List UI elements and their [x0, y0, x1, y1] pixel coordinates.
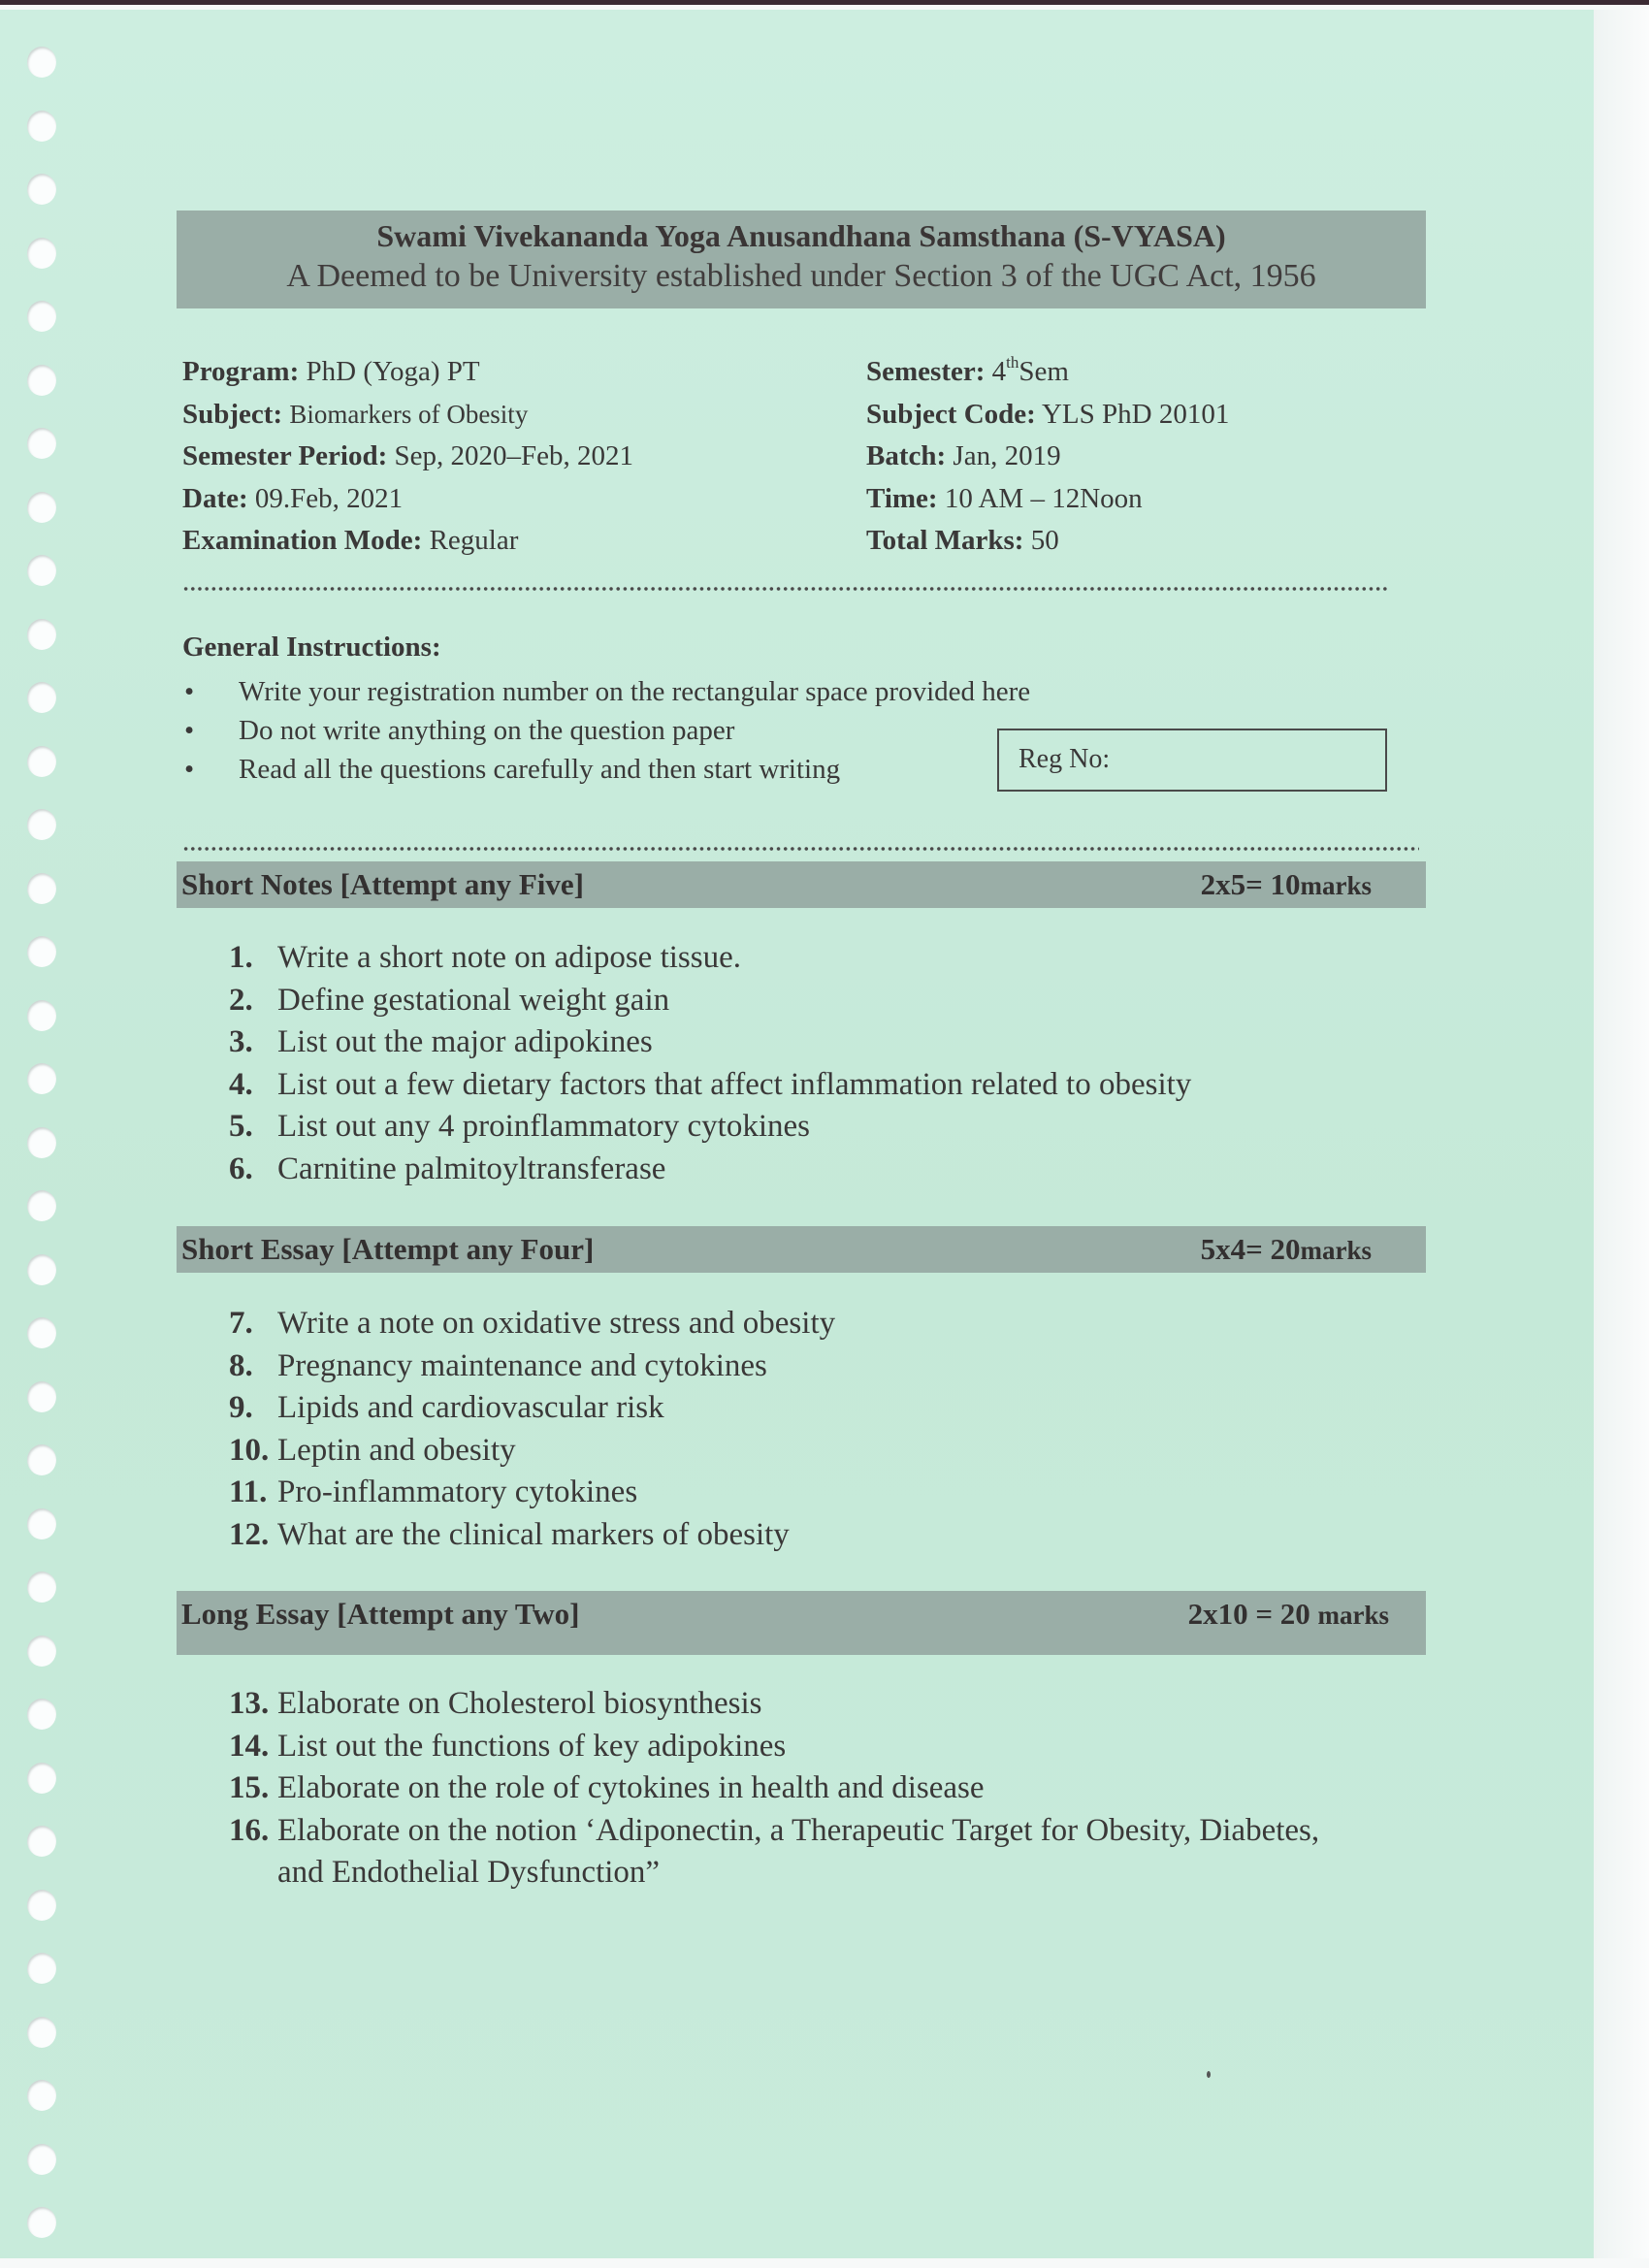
- section-marks: 2x5= 10marks: [1200, 867, 1372, 901]
- punch-hole: [27, 47, 56, 78]
- punch-hole: [27, 2080, 56, 2111]
- section-header-long-essay: [177, 1591, 1426, 1655]
- question-item: 2. Define gestational weight gain: [229, 982, 670, 1018]
- punch-hole: [27, 2144, 56, 2175]
- punch-hole: [27, 238, 56, 269]
- punch-hole: [27, 301, 56, 332]
- punch-hole: [27, 1763, 56, 1794]
- meta-semester-period: Semester Period: Sep, 2020–Feb, 2021: [182, 440, 633, 471]
- punch-hole: [27, 1826, 56, 1857]
- question-item: 4. List out a few dietary factors that affect inflammation related to obesity: [229, 1066, 1192, 1102]
- punch-hole: [27, 2207, 56, 2238]
- meta-total-marks: Total Marks: 50: [866, 525, 1059, 556]
- meta-subject-code: Subject Code: YLS PhD 20101: [866, 398, 1230, 430]
- question-item: 13. Elaborate on Cholesterol biosynthesis: [229, 1686, 762, 1721]
- section-marks: 5x4= 20marks: [1200, 1232, 1372, 1266]
- institution-subtitle: A Deemed to be University established under Section 3 of the UGC Act, 1956: [286, 258, 1316, 294]
- meta-batch: Batch: Jan, 2019: [866, 440, 1061, 471]
- question-item: 8. Pregnancy maintenance and cytokines: [229, 1347, 767, 1383]
- bullet-icon: •: [184, 676, 195, 707]
- section-header-short-notes: [177, 861, 1426, 908]
- punch-hole: [27, 1508, 56, 1539]
- punched-holes: [27, 47, 58, 2268]
- punch-hole: [27, 365, 56, 396]
- question-item: 1. Write a short note on adipose tissue.: [229, 940, 741, 975]
- meta-semester: Semester: 4thSem: [866, 353, 1069, 387]
- exam-meta-right: [866, 351, 1229, 563]
- question-item: 5. List out any 4 proinflammatory cytokines: [229, 1109, 810, 1144]
- question-item: 15. Elaborate on the role of cytokines in health and disease: [229, 1770, 985, 1805]
- scan-top-edge: [0, 0, 1649, 5]
- meta-exam-mode: Examination Mode: Regular: [182, 525, 519, 556]
- punch-hole: [27, 174, 56, 205]
- bullet-icon: •: [184, 715, 195, 746]
- reg-no-box[interactable]: [997, 729, 1387, 792]
- punch-hole: [27, 1254, 56, 1285]
- section-title: Short Notes [Attempt any Five]: [181, 867, 584, 901]
- dotted-divider: [182, 847, 1419, 851]
- punch-hole: [27, 1699, 56, 1730]
- instruction-item: • Write your registration number on the rectangular space provided here: [182, 672, 1030, 711]
- question-item: 10. Leptin and obesity: [229, 1432, 516, 1468]
- punch-hole: [27, 1444, 56, 1475]
- punch-hole: [27, 1381, 56, 1412]
- punch-hole: [27, 1890, 56, 1921]
- punch-hole: [27, 492, 56, 523]
- punch-hole: [27, 1000, 56, 1031]
- question-item: 7. Write a note on oxidative stress and obesity: [229, 1306, 836, 1341]
- question-item: 9. Lipids and cardiovascular risk: [229, 1390, 664, 1425]
- meta-subject: Subject: Biomarkers of Obesity: [182, 398, 529, 430]
- punch-hole: [27, 555, 56, 586]
- section-header-short-essay: [177, 1226, 1426, 1273]
- question-item: 14. List out the functions of key adipokines: [229, 1728, 787, 1764]
- meta-time: Time: 10 AM – 12Noon: [866, 482, 1143, 514]
- section-title: Long Essay [Attempt any Two]: [181, 1597, 580, 1631]
- question-item: 6. Carnitine palmitoyltransferase: [229, 1150, 666, 1186]
- punch-hole: [27, 2017, 56, 2048]
- punch-hole: [27, 1636, 56, 1667]
- instructions-heading: General Instructions:: [182, 632, 441, 663]
- header-banner: [177, 211, 1426, 308]
- punch-hole: [27, 428, 56, 459]
- instruction-item: • Do not write anything on the question paper: [182, 711, 1030, 750]
- punch-hole: [27, 936, 56, 967]
- meta-date: Date: 09.Feb, 2021: [182, 482, 404, 514]
- question-list-short-notes: [229, 937, 1191, 1190]
- punch-hole: [27, 111, 56, 142]
- instructions-list: [182, 672, 1030, 789]
- bullet-icon: •: [184, 754, 195, 785]
- instruction-item: • Read all the questions carefully and then start writing: [182, 750, 1030, 789]
- question-item: 3. List out the major adipokines: [229, 1024, 653, 1059]
- exam-meta-left: [182, 351, 633, 563]
- question-list-long-essay: [229, 1683, 1364, 1895]
- question-item: 11. Pro-inflammatory cytokines: [229, 1474, 638, 1509]
- scan-speck: [1207, 2071, 1211, 2078]
- punch-hole: [27, 809, 56, 840]
- punch-hole: [27, 1063, 56, 1094]
- punch-hole: [27, 682, 56, 713]
- punch-hole: [27, 1127, 56, 1158]
- scan-right-margin: [1594, 10, 1649, 2258]
- punch-hole: [27, 619, 56, 650]
- section-title: Short Essay [Attempt any Four]: [181, 1232, 595, 1266]
- punch-hole: [27, 1953, 56, 1984]
- question-list-short-essay: [229, 1303, 835, 1556]
- dotted-divider: [182, 587, 1390, 591]
- meta-program: Program: PhD (Yoga) PT: [182, 356, 480, 387]
- punch-hole: [27, 746, 56, 777]
- punch-hole: [27, 1571, 56, 1603]
- punch-hole: [27, 873, 56, 904]
- question-item: 12. What are the clinical markers of obesity: [229, 1516, 790, 1552]
- question-item: 16. Elaborate on the notion ‘Adiponectin, a Therapeutic Target for Obesity, Diabetes, and Endothelial Dysfunction”: [229, 1812, 1320, 1890]
- punch-hole: [27, 1190, 56, 1221]
- section-marks: 2x10 = 20 marks: [1187, 1597, 1389, 1631]
- reg-no-label: Reg No:: [1018, 744, 1111, 774]
- punch-hole: [27, 1317, 56, 1348]
- institution-name: Swami Vivekananda Yoga Anusandhana Samsthana (S-VYASA): [376, 218, 1226, 253]
